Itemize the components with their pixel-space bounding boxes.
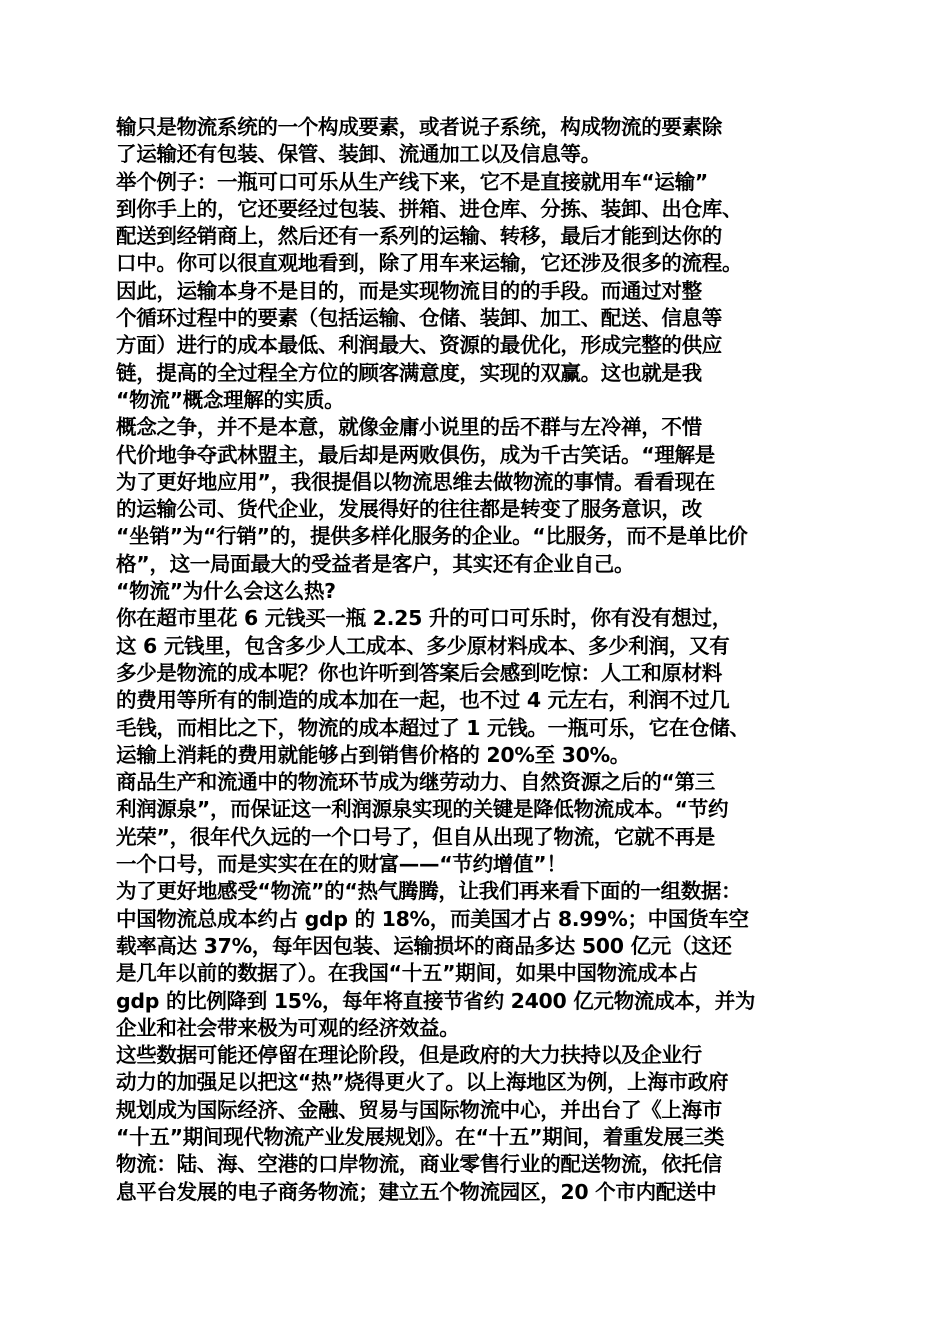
text-line: 概念之争，并不是本意，就像金庸小说里的岳不群与左冷禅，不惜 [116, 415, 702, 440]
text-line: 配送到经销商上，然后还有一系列的运输、转移，最后才能到达你的 [116, 224, 722, 249]
text-line: 中国物流总成本约占 gdp 的 18%，而美国才占 8.99%；中国货车空 [116, 906, 749, 931]
text-line: 动力的加强足以把这“热”烧得更火了。以上海地区为例，上海市政府 [116, 1070, 729, 1095]
text-line: 为了更好地感受“物流”的“热气腾腾，让我们再来看下面的一组数据： [116, 879, 742, 904]
text-line: 你在超市里花 6 元钱买一瓶 2.25 升的可口可乐时，你有没有想过， [116, 606, 732, 631]
text-line: 了运输还有包装、保管、装卸、流通加工以及信息等。 [116, 142, 601, 167]
text-line: 光荣”，很年代久远的一个口号了，但自从出现了物流，它就不再是 [116, 824, 715, 849]
text-line: “物流”概念理解的实质。 [116, 387, 345, 412]
text-line: 利润源泉”，而保证这一利润源泉实现的关键是降低物流成本。“节约 [116, 797, 729, 822]
text-line: 代价地争夺武林盟主，最后却是两败俱伤，成为千古笑话。“理解是 [116, 442, 715, 467]
text-line: 到你手上的，它还要经过包装、拼箱、进仓库、分拣、装卸、出仓库、 [116, 196, 743, 221]
text-line: 商品生产和流通中的物流环节成为继劳动力、自然资源之后的“第三 [116, 770, 715, 795]
text-line: 举个例子：一瓶可口可乐从生产线下来，它不是直接就用车“运输” [116, 169, 708, 194]
text-line: 载率高达 37%，每年因包装、运输损坏的商品多达 500 亿元（这还 [116, 933, 732, 958]
text-line: 规划成为国际经济、金融、贸易与国际物流中心，并出台了《上海市 [116, 1097, 722, 1122]
text-line: 运输上消耗的费用就能够占到销售价格的 20%至 30%。 [116, 742, 631, 767]
text-line: 是几年以前的数据了）。在我国“十五”期间，如果中国物流成本占 [116, 961, 698, 986]
text-line: 格”，这一局面最大的受益者是客户，其实还有企业自己。 [116, 551, 635, 576]
text-line: 口中。你可以很直观地看到，除了用车来运输，它还涉及很多的流程。 [116, 251, 743, 276]
text-line: 个循环过程中的要素（包括运输、仓储、装卸、加工、配送、信息等 [116, 306, 722, 331]
text-line: 毛钱，而相比之下，物流的成本超过了 1 元钱。一瓶可乐，它在仓储、 [116, 715, 750, 740]
text-line: gdp 的比例降到 15%，每年将直接节省约 2400 亿元物流成本，并为 [116, 988, 756, 1013]
text-line: 物流：陆、海、空港的口岸物流，商业零售行业的配送物流，依托信 [116, 1152, 722, 1177]
text-line: 输只是物流系统的一个构成要素，或者说子系统，构成物流的要素除 [116, 115, 722, 139]
body-text [116, 114, 856, 1206]
text-line: 的费用等所有的制造的成本加在一起，也不过 4 元左右，利润不过几 [116, 688, 730, 713]
text-line: 息平台发展的电子商务物流；建立五个物流园区，20 个市内配送中 [116, 1179, 717, 1204]
text-line: 因此，运输本身不是目的，而是实现物流目的的手段。而通过对整 [116, 278, 702, 303]
text-line: 这 6 元钱里，包含多少人工成本、多少原材料成本、多少利润，又有 [116, 633, 730, 658]
text-line: 一个口号，而是实实在在的财富——“节约增值”！ [116, 852, 567, 877]
text-line: “坐销”为“行销”的，提供多样化服务的企业。“比服务，而不是单比价 [116, 524, 748, 549]
text-line: 方面）进行的成本最低、利润最大、资源的最优化，形成完整的供应 [116, 333, 722, 358]
text-line: “十五”期间现代物流产业发展规划》。在“十五”期间，着重发展三类 [116, 1124, 725, 1149]
text-line: 多少是物流的成本呢？你也许听到答案后会感到吃惊：人工和原材料 [116, 660, 722, 685]
text-line: 的运输公司、货代企业，发展得好的往往都是转变了服务意识，改 [116, 497, 702, 522]
text-line: 这些数据可能还停留在理论阶段，但是政府的大力扶持以及企业行 [116, 1043, 702, 1068]
text-line: 为了更好地应用”，我很提倡以物流思维去做物流的事情。看看现在 [116, 469, 715, 494]
text-line: 链，提高的全过程全方位的顾客满意度，实现的双赢。这也就是我 [116, 360, 702, 385]
text-line: 企业和社会带来极为可观的经济效益。 [116, 1015, 460, 1040]
text-line: “物流”为什么会这么热? [116, 579, 336, 604]
